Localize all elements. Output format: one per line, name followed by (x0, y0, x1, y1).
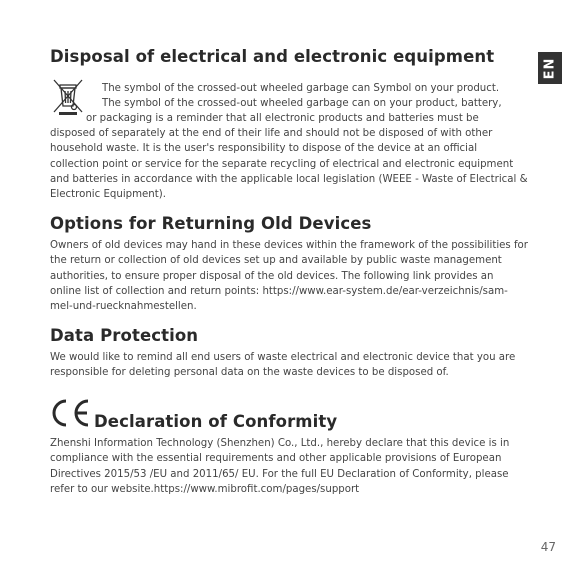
options-title: Options for Returning Old Devices (50, 214, 372, 233)
conformity-line: Directives 2015/53 /EU and 2011/65/ EU. For the full EU Declaration of Conformity, please (50, 468, 509, 480)
ce-mark-icon (48, 398, 92, 428)
crossed-out-bin-icon (50, 76, 86, 116)
disposal-line: disposed of separately at the end of their life and should not be disposed of with other (50, 128, 493, 139)
language-tab (538, 52, 562, 84)
disposal-line-wrap (86, 111, 526, 126)
disposal-line: The symbol of the crossed-out wheeled garbage can Symbol on your product. (102, 83, 500, 94)
disposal-title: Disposal of electrical and electronic equipment (50, 47, 495, 66)
data-protection-line: We would like to remind all end users of waste electrical and electronic device that you are (50, 352, 516, 363)
options-line: authorities, to ensure proper disposal of the old devices. The following link provides an (50, 270, 494, 282)
disposal-intro (102, 81, 522, 112)
disposal-body (50, 126, 540, 202)
page-number: 47 (540, 540, 556, 554)
disposal-line: The symbol of the crossed-out wheeled garbage can on your product, battery, (102, 98, 502, 110)
options-line: the return or collection of old devices set up and available by public waste management (50, 255, 502, 267)
disposal-line: household waste. It is the user's responsibility to dispose of the device at an official (50, 143, 478, 155)
options-body (50, 238, 540, 314)
disposal-line: or packaging is a reminder that all electronic products and batteries must be (86, 113, 479, 124)
data-protection-body (50, 350, 540, 381)
disposal-line: and batteries in accordance with the applicable local legislation (WEEE - Waste of Electrical & (50, 173, 528, 185)
language-tab-label: EN (542, 57, 558, 79)
conformity-body (50, 436, 540, 497)
disposal-line: Electronic Equipment). (50, 189, 166, 201)
data-protection-title: Data Protection (50, 326, 199, 345)
conformity-title: Declaration of Conformity (94, 412, 338, 431)
conformity-line: refer to our website.https://www.mibrofit.com/pages/support (50, 483, 360, 495)
conformity-line: Zhenshi Information Technology (Shenzhen) Co., Ltd., hereby declare that this device is in (50, 438, 510, 449)
disposal-line: collection point or service for the separate recycling of electrical and electronic equipment (50, 158, 514, 170)
options-line: mel-und-ruecknahmestellen. (50, 301, 197, 313)
options-line: online list of collection and return points: https://www.ear-system.de/ear-verzeichnis/sam- (50, 285, 508, 297)
data-protection-line: responsible for deleting personal data on the waste devices to be disposed of. (50, 367, 449, 379)
conformity-line: compliance with the essential requirements and other applicable provisions of European (50, 453, 502, 465)
options-line: Owners of old devices may hand in these devices within the framework of the possibilities for (50, 240, 528, 251)
